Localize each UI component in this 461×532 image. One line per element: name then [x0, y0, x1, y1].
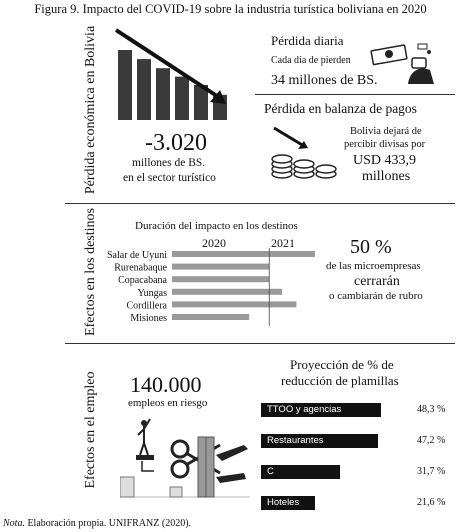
- destination-label: Cordillera: [126, 300, 167, 312]
- section-divider: [65, 343, 455, 344]
- decline-bar: [156, 68, 170, 120]
- balance-value-2: millones: [362, 169, 411, 184]
- destination-label: Salar de Uyuni: [107, 250, 167, 261]
- destination-label: Copacabana: [118, 275, 167, 287]
- microempresas-pct: 50 %: [350, 236, 392, 258]
- microempresas-text-1: de las microempresas: [326, 260, 421, 272]
- destination-label: Yungas: [137, 287, 167, 299]
- projection-row-bar: Hoteles: [261, 496, 315, 510]
- daily-loss-value: 34 millones de BS.: [271, 73, 378, 88]
- projection-row-pct: 47,2 %: [417, 435, 446, 446]
- daily-loss-title: Pérdida diaria: [271, 33, 344, 48]
- jobs-value: 140.000: [130, 372, 202, 397]
- jobs-caption: empleos en riesgo: [128, 397, 208, 409]
- projection-row-bar: C entretenimiento: [261, 465, 340, 479]
- microempresas-text-3: o cambiarán de rubro: [329, 290, 423, 302]
- destination-bar: [172, 289, 282, 295]
- section-divider: [65, 203, 455, 204]
- projection-row-bar: TTOO y agencias: [261, 403, 381, 417]
- destination-bar: [172, 301, 296, 307]
- balance-text-2: percibir divisas por: [344, 139, 426, 150]
- microempresas-text-2: cerrarán: [354, 274, 400, 289]
- projection-row-pct: 31,7 %: [417, 466, 446, 477]
- destination-bar: [172, 251, 315, 257]
- section-divider: [255, 94, 455, 95]
- destination-label: Misiones: [130, 313, 167, 324]
- loss-caption-2: en el sector turístico: [123, 172, 216, 184]
- declining-bar-graphic: [112, 24, 240, 122]
- decline-bar: [137, 59, 151, 120]
- destination-bar: [172, 276, 269, 282]
- projection-row-bar: Restaurantes: [261, 434, 378, 448]
- balance-title: Pérdida en balanza de pagos: [264, 101, 417, 116]
- destination-bar: [172, 314, 249, 320]
- money-hand-icon: [368, 40, 438, 86]
- decline-bar: [175, 77, 189, 120]
- loss-caption-1: millones de BS.: [132, 157, 206, 169]
- axis-label-2020: 2020: [202, 236, 226, 250]
- destination-bar: [172, 264, 269, 270]
- projection-title-1: Proyección de % de: [290, 357, 394, 372]
- projection-row-pct: 21,6 %: [417, 497, 446, 508]
- axis-label-2021: 2021: [271, 236, 295, 250]
- projection-title-2: reducción de plamillas: [281, 373, 399, 388]
- destinations-chart: [95, 248, 325, 328]
- destination-label: Rurenabaque: [114, 262, 167, 274]
- balance-value-1: USD 433,9: [353, 153, 417, 168]
- note-label: Nota.: [3, 518, 25, 529]
- note-text: Elaboración propia. UNIFRANZ (2020).: [24, 518, 192, 529]
- figure-note: [3, 518, 191, 529]
- figure-title: Figura 9. Impacto del COVID-19 sobre la industria turística boliviana en 2020: [34, 2, 427, 16]
- loss-value: -3.020: [145, 130, 207, 156]
- coins-arrow-icon: [268, 124, 340, 180]
- balance-text-1: Bolivia dejará de: [350, 126, 422, 137]
- scissors-workers-illustration: [120, 415, 250, 507]
- decline-bar: [118, 50, 132, 120]
- projection-row-pct: 48,3 %: [417, 404, 446, 415]
- daily-loss-sub: Cada día de pierden: [271, 55, 351, 66]
- destinations-chart-title: Duración del impacto en los destinos: [135, 220, 298, 232]
